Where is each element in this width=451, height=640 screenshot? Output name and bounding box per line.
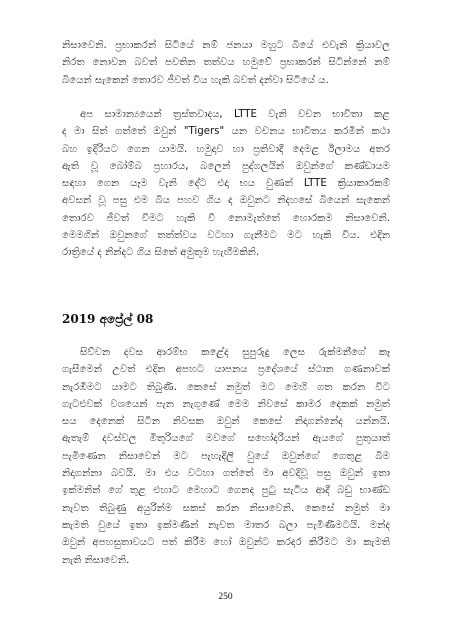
text-line: තොරව ජීවත් වීමට හැකි වී නොමැත්තේ හොරකම නිසාවෙනි. xyxy=(62,212,390,224)
page-number: 250 xyxy=(218,592,233,602)
text-line: බියෙන් සැකෙන් තොරව ජීවත් විය හැකි බවත් දන්වා සිටියේ ය. xyxy=(62,74,329,86)
text-line: නැවත තිබුණු අයුරින්ම සකස් කරන නිසාවෙනි. කෙසේ නමුත් මා xyxy=(62,502,390,514)
text-line: ගැටළුවක් වශයෙන් පැන නැගුණේ මෙම නිවසේ කාමර දෙකක් නමුත් xyxy=(62,398,390,410)
text-line: සය දෙනෙක් සිටින නිවසක ඔවුන් කෙසේ නිදාගන්නේද යන්නයි. xyxy=(62,416,390,428)
text-line: අප සාමාන්‍යයෙන් ත්‍රස්තවාදය, LTTE වැනි වචන භාවිතා කළ xyxy=(80,109,390,120)
text-line: නිරත නොවන බවත් පවතින තත්වය හමුවේ ප්‍රභාකරන් සිටින්නේ නම් xyxy=(62,57,390,69)
text-line: නිදාගන්නා බවයි. මා එය වටහා ගත්තේ මා අවදිවූ පසු ඔවුන් ඉතා xyxy=(62,468,390,480)
text-line: ද මා සිත් ගත්තේ ඔවුන් "Tigers" යන වචනය භාවිතය කරමින් කථා xyxy=(62,126,390,138)
text-line: නැරඹීමට යාමට තිබුණි. කෙසේ නමුත් මට මෙහි ගත කරන විට xyxy=(62,381,390,393)
text-line: අවසන් වූ පසු එම බිය පහව ගිය ද ඔවුනට නිදහසේ බියෙන් සැකෙන් xyxy=(62,195,390,207)
text-line: රාත්‍රියේ ද නින්දට ගිය සිතේ අමුතුම හැඟීමකිනි. xyxy=(62,247,260,259)
paragraph-1 xyxy=(62,37,390,89)
text-line: ඇති වූ බෝම්බ ප්‍රහාරය, බලෙන් පුද්ගලයින් ඔවුන්ගේ කණ්ඩායම xyxy=(62,160,390,172)
text-line: බහ ඉදිරියට ගෙන යාමයි. හමුදාව හා ප්‍රතිවාදී දෙමළ ඊලාමය අතර xyxy=(62,143,390,155)
paragraph-3 xyxy=(62,344,390,569)
text-line: ඉක්මනින් ගේ තුළ එහාට මෙහාට ගෙනද පුටු සැටිය ආදී බඩු භාණ්ඩ xyxy=(62,485,390,497)
paragraph-2 xyxy=(62,106,390,262)
text-line: සඳහා ගෙන යෑම වැනි දේට එදා භය වුණත් LTTE ක්‍රියාකාරකම් xyxy=(62,178,390,190)
text-line: කැමති වුයේ ඉතා ඉක්මණින් නැවත මාතර බලා පැමිණීමටයි. මන්ද xyxy=(62,519,390,531)
text-line: නිසාවෙනි. ප්‍රභාකරන් සිටියේ නම් ජනයා මහුට බියේ එවැනි ක්‍රියාවල xyxy=(62,40,390,51)
text-line: මෙමගින් ඔවුනගේ තත්ත්වය වටහා ගැනීමට මට හැකි විය. එදින xyxy=(62,230,390,242)
text-line: නැති නිසාවෙනි. xyxy=(62,554,130,566)
section-heading: 2019 අප්‍රේල් 08 xyxy=(62,312,154,326)
text-line: ගැසීමෙන් උවත් එදින අපහට යාපනය ප්‍රදේශයේ ස්ථාන ගණනාවක් xyxy=(62,364,390,376)
text-line: සිව්වන දවස ආරම්භ කළේද සුපුරුදු ලෙස රුක්මනීගේ කෑ xyxy=(80,347,390,358)
text-line: පැමිණෙන නිසාවෙන් මට පැහැදිලි වුයේ ඔවුන්ගේ ගෙතුළ බිම xyxy=(62,450,390,462)
text-line: ඔවුන් අපහසුතාවයට පත් කිරීම හෝ ඔවුන්ට කරදර කිරීමට මා කැමති xyxy=(62,537,390,549)
text-line: ඇතැම් දවස්වල මිතුරියගේ මවගේ සහෝදරියන් ඇයගේ පුතුයාත් xyxy=(62,433,390,445)
